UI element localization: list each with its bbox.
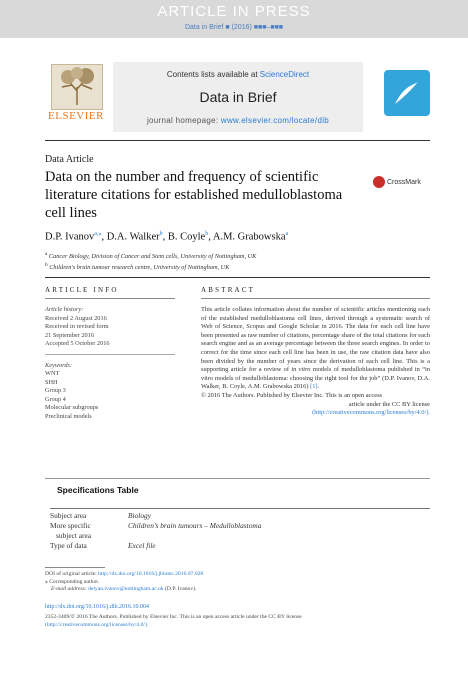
author-name[interactable]: A.M. Grabowska [212,231,286,243]
info-heading-rule [45,298,175,299]
journal-homepage [113,116,363,125]
email-suffix: (D.P. Ivanov). [163,586,197,593]
title-rule [45,277,430,278]
keyword-item: Molecular subgroups [45,404,99,411]
table-row [50,511,430,521]
reference-link[interactable]: [1] [310,383,318,391]
history-item: Received 2 August 2016 [45,314,107,322]
author-separator: , [208,231,213,243]
journal-title: Data in Brief [199,89,277,105]
spec-value: Excel file [128,541,156,550]
original-doi-link[interactable]: http://dx.doi.org/10.1016/j.jbiotec.2016.07.028 [98,571,204,577]
author-marks: b [159,231,163,237]
article-type: Data Article [45,154,94,165]
table-row [50,531,430,541]
license-line: article under the CC BY license [348,400,430,408]
abstract-heading-rule [201,298,430,299]
author-name[interactable]: D.P. Ivanov [45,231,95,243]
journal-header [45,62,430,138]
keyword-item: Preclinical models [45,412,92,420]
author-marks: b [205,231,209,237]
article-in-press-banner [0,0,468,38]
crossmark-label: CrossMark [387,178,421,186]
license-url [201,409,430,418]
author-separator: , [101,231,107,243]
email-link[interactable]: delyan.ivanov@nottingham.ac.uk [88,586,164,593]
affiliation-text: Cancer Biology, Division of Cancer and Stem cells, University of Nottingham, UK [48,253,257,261]
homepage-prefix: journal homepage: [146,116,221,125]
copyright [45,614,430,629]
abstract-italic: in vitro [291,366,311,374]
author-separator: , [162,231,168,243]
spec-value: Children’s brain tumours – Medulloblastoma [128,521,262,530]
abstract-text-part: . [317,383,320,391]
table-row [50,521,430,531]
affiliation-mark: a [45,251,48,257]
footnote-doi-label: DOI of original article: [45,571,99,577]
abstract-text-part: This article collates information about the number of scientific articles mentioning each of the established medulloblastoma cell lines, derived through a systematic search of Web of Science, Scopus and Google Scholar in 2016. The data for each cell line have been presented as raw number of citations, percentage share of the total citations for each search engine and as an average percentage between the three search engines. In order to correct for the time since each cell line has been in use, the raw citation data have also been divided by the number of years since the derivation of each cell line. This is a supporting article for a review of [201,306,430,374]
crossmark-badge[interactable] [373,173,431,191]
history-item: 21 September 2016 [45,331,94,339]
contents-prefix: Contents lists available at [166,70,260,79]
specs-heading: Specifications Table [57,485,139,495]
affiliations [45,250,256,272]
article-title: Data on the number and frequency of scientific literature citations for established medulloblastoma cell lines [45,169,343,221]
affiliation-item [45,261,256,272]
journal-masthead [113,62,363,132]
history-label: Article history: [45,306,84,313]
specs-table [50,508,430,551]
elsevier-tree-icon [51,64,103,110]
license-link[interactable]: (http://creativecommons.org/licenses/by/4.0/). [312,409,430,417]
keyword-item: WNT [45,370,60,377]
sciencedirect-link[interactable]: ScienceDirect [259,70,310,79]
abstract-text-part: models of medulloblastoma published in “in vitro models of medulloblastoma: choosing the right tool for the job” (D.P. Ivanov, D.A. Walker, B. Coyle, A.M. Grabowska 2016) [201,366,430,391]
author-marks: a [285,231,289,237]
spec-key: subject area [56,531,92,540]
spec-key: More specific [50,521,91,530]
license-line: © 2016 The Authors. Published by Elsevier Inc. This is an open access [201,391,383,399]
spec-key: Type of data [50,541,87,550]
elsevier-logo [45,62,107,124]
specs-top-rule [45,478,430,479]
publisher-name: ELSEVIER [48,110,104,122]
copyright-license-link[interactable]: (http://creativecommons.org/licenses/by/4.0/). [45,621,149,628]
specs-table-rule [50,508,430,509]
affiliation-text: Children's brain tumour research centre, University of Nottingham, UK [49,264,230,272]
footnote-email [45,586,430,594]
affiliation-mark: b [45,262,48,269]
crossmark-icon [373,176,385,188]
footnotes [45,567,430,594]
keyword-item: Group 4 [45,395,66,403]
author-list [45,230,288,243]
abstract-heading: ABSTRACT [201,286,256,294]
abstract-text [201,306,430,392]
keyword-item: Group 3 [45,387,66,394]
footnote-corresponding: ⁎ Corresponding author. [45,578,100,585]
contents-line [113,70,363,79]
keyword-item: SHH [45,378,58,386]
homepage-link[interactable]: www.elsevier.com/locate/dib [220,116,330,125]
author-name[interactable]: D.A. Walker [106,231,160,243]
author-name[interactable]: B. Coyle [167,231,206,243]
article-doi-link[interactable]: http://dx.doi.org/10.1016/j.dib.2016.10.004 [45,604,150,610]
article-info-heading: ARTICLE INFO [45,286,119,294]
spec-value: Biology [128,511,151,520]
footnote-rule [45,567,105,568]
footnote-doi [45,571,430,579]
email-label: E-mail address: [51,586,89,593]
history-item: Received in revised form [45,323,109,330]
journal-cover-icon [384,70,430,116]
journal-citation: Data in Brief ■ (2016) ■■■–■■■ [184,24,284,31]
header-rule [45,140,430,141]
author-marks: a,⁎ [94,231,102,237]
abstract [201,286,430,418]
history-item: Accepted 5 October 2016 [45,340,110,347]
article-in-press-label: ARTICLE IN PRESS [157,3,311,20]
keywords-label: Keywords: [45,361,73,369]
table-row [50,541,430,551]
article-history [45,306,175,349]
keywords [45,362,175,422]
info-divider [45,354,175,355]
copyright-line: 2352-3409/© 2016 The Authors. Published by Elsevier Inc. This is an open access article under the CC BY license [45,614,302,620]
affiliation-item [45,250,256,261]
spec-key: Subject area [50,511,87,520]
article-info [45,286,175,421]
